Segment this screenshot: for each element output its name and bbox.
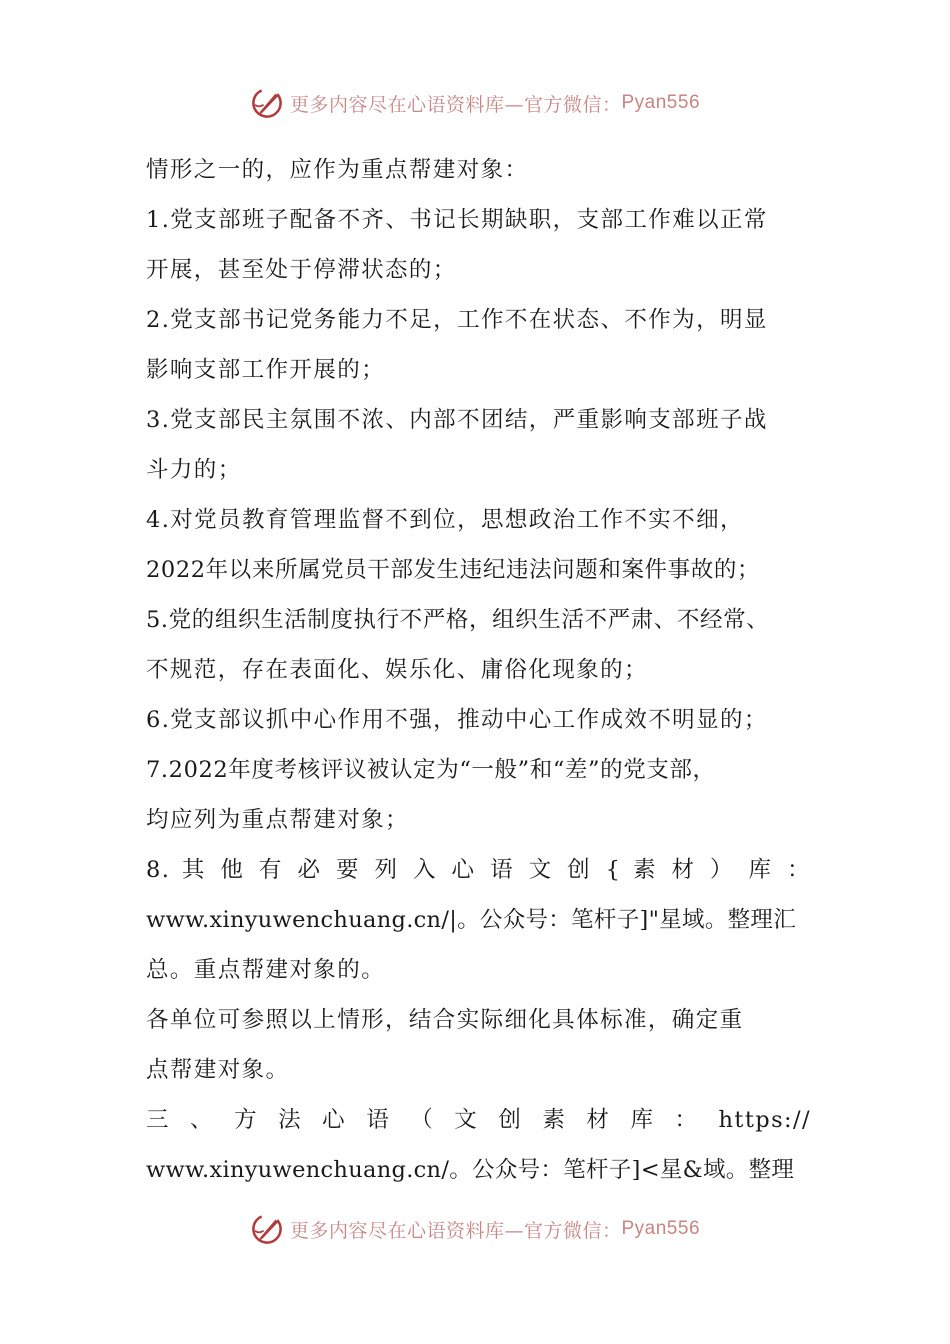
text-line-8: 4.对党员教育管理监督不到位，思想政治工作不实不细， <box>146 507 744 533</box>
text-line-17: 总。重点帮建对象的。 <box>146 957 386 983</box>
pen-logo-icon <box>250 86 284 120</box>
text-line-7: 斗力的； <box>146 457 242 483</box>
footer-banner-text: 更多内容尽在心语资料库—官方微信： <box>289 1219 622 1242</box>
text-line-12: 6.党支部议抓中心作用不强，推动中心工作成效不明显的； <box>146 707 768 733</box>
text-line-18: 各单位可参照以上情形，结合实际细化具体标准，确定重 <box>146 1007 744 1033</box>
footer-wechat-id: Pyan556 <box>621 1218 701 1239</box>
text-line-13: 7.2022年度考核评议被认定为“一般”和“差”的党支部， <box>146 757 716 783</box>
text-line-1: 情形之一的，应作为重点帮建对象： <box>146 157 529 183</box>
text-line-20: 三 、 方 法 心 语 （ 文 创 素 材 库 ： https:// <box>146 1107 811 1133</box>
footer-banner <box>0 1204 950 1254</box>
text-line-16: www.xinyuwenchuang.cn/|。公众号：笔杆子]"星域。整理汇 <box>146 907 797 933</box>
header-banner <box>0 78 950 128</box>
text-line-4: 2.党支部书记党务能力不足，工作不在状态、不作为，明显 <box>146 307 768 333</box>
text-line-9: 2022年以来所属党员干部发生违纪违法问题和案件事故的； <box>146 557 761 583</box>
text-line-14: 均应列为重点帮建对象； <box>146 807 409 833</box>
pen-logo-icon <box>250 1212 284 1246</box>
header-banner-text: 更多内容尽在心语资料库—官方微信： <box>289 93 622 116</box>
text-line-15: 8. 其 他 有 必 要 列 入 心 语 文 创 { 素 材 ） 库 ： <box>146 857 811 883</box>
header-wechat-id: Pyan556 <box>621 92 701 113</box>
text-line-3: 开展，甚至处于停滞状态的； <box>146 257 457 283</box>
text-line-11: 不规范，存在表面化、娱乐化、庸俗化现象的； <box>146 657 648 683</box>
text-line-21: www.xinyuwenchuang.cn/。公众号：笔杆子]<星&域。整理 <box>146 1157 795 1183</box>
text-line-5: 影响支部工作开展的； <box>146 357 386 383</box>
text-line-2: 1.党支部班子配备不齐、书记长期缺职，支部工作难以正常 <box>146 207 768 233</box>
text-line-10: 5.党的组织生活制度执行不严格，组织生活不严肃、不经常、 <box>146 607 770 633</box>
text-line-19: 点帮建对象。 <box>146 1057 290 1083</box>
text-line-6: 3.党支部民主氛围不浓、内部不团结，严重影响支部班子战 <box>146 407 768 433</box>
document-body <box>146 145 811 1195</box>
